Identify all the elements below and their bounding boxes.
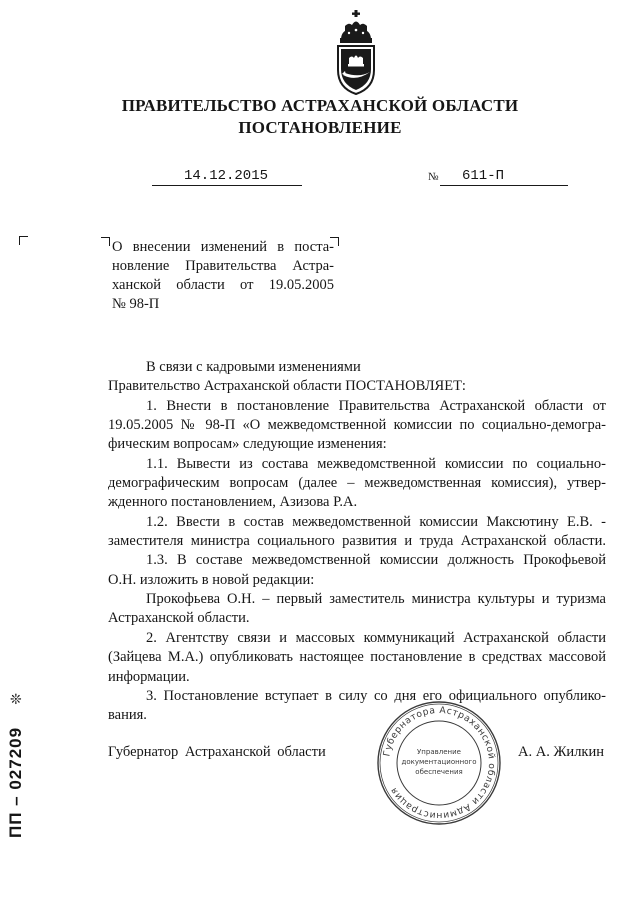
subject-line: новление Правительства Астра-: [112, 258, 334, 274]
decree-subject: [112, 238, 334, 314]
stamp-ring-text: Губернатора Астраханской области Администрация: [381, 704, 498, 822]
body-line-item-1: 19.05.2005 № 98-П «О межведомственной комиссии по социально-демогра-: [108, 417, 606, 434]
number-sign: №: [428, 171, 439, 183]
document-type-title: ПОСТАНОВЛЕНИЕ: [238, 118, 402, 137]
body-line-item-1-3: О.Н. изложить в новой редакции:: [108, 571, 315, 588]
official-stamp: [374, 698, 504, 828]
serial-ornament-icon: ❊: [10, 692, 22, 708]
body-line-new-wording: Астраханской области.: [108, 610, 250, 627]
body-line-item-1-1: жденного постановлением, Азизова Р.А.: [108, 494, 358, 511]
decree-date: 14.12.2015: [152, 168, 302, 186]
corner-mark-subject-start: [101, 237, 110, 246]
body-line-item-2: 2. Агентству связи и массовых коммуникаций Астраханской области: [146, 629, 606, 646]
stamp-center-line: обеспечения: [415, 768, 463, 776]
body-line-new-wording: Прокофьева О.Н. – первый заместитель министра культуры и туризма: [146, 591, 606, 608]
body-line-item-2: (Зайцева М.А.) опубликовать настоящее постановление в средствах массовой: [108, 649, 606, 666]
decree-number-field: [428, 168, 568, 186]
stamp-center-line: Управление: [417, 748, 461, 756]
body-line-item-1-2: 1.2. Ввести в состав межведомственной комиссии Максютину Е.В. -: [146, 513, 606, 530]
body-line-item-1: фическим вопросам» следующие изменения:: [108, 436, 387, 453]
body-line-item-1-1: 1.1. Вывести из состава межведомственной комиссии по социально-: [146, 455, 606, 472]
body-line-item-1-1: демографическим вопросам (далее – межведомственная комиссия), утвер-: [108, 475, 606, 492]
subject-line: № 98-П: [112, 296, 160, 312]
body-line-item-1-3: 1.3. В составе межведомственной комиссии должность Прокофьевой: [146, 552, 606, 569]
signatory-position: Губернатор Астраханской области: [108, 744, 326, 760]
decree-body: [108, 358, 606, 726]
signatory-name: А. А. Жилкин: [518, 744, 604, 760]
stamp-center-line: документационного: [401, 758, 477, 766]
body-line-item-1: 1. Внести в постановление Правительства Астраханской области от: [146, 397, 606, 414]
body-line-item-3: 3. Постановление вступает в силу со дня его официального опублико-: [146, 687, 606, 704]
body-line-item-1-2: заместителя министра социального развития и труда Астраханской области.: [108, 533, 606, 550]
body-line-preamble: Правительство Астраханской области ПОСТАНОВЛЯЕТ:: [108, 378, 466, 395]
corner-mark-left: [19, 236, 28, 245]
subject-line: О внесении изменений в поста-: [112, 239, 334, 255]
coat-of-arms-emblem: [325, 8, 387, 98]
decree-number: 611-П: [440, 168, 568, 186]
issuer-title: ПРАВИТЕЛЬСТВО АСТРАХАНСКОЙ ОБЛАСТИ: [121, 96, 519, 115]
body-line-item-3: вания.: [108, 707, 147, 724]
body-line-preamble: В связи с кадровыми изменениями: [146, 359, 361, 375]
blank-serial-number: ПП – 027209: [6, 726, 25, 838]
body-line-item-2: информации.: [108, 668, 190, 685]
subject-line: ханской области от 19.05.2005: [112, 277, 334, 293]
